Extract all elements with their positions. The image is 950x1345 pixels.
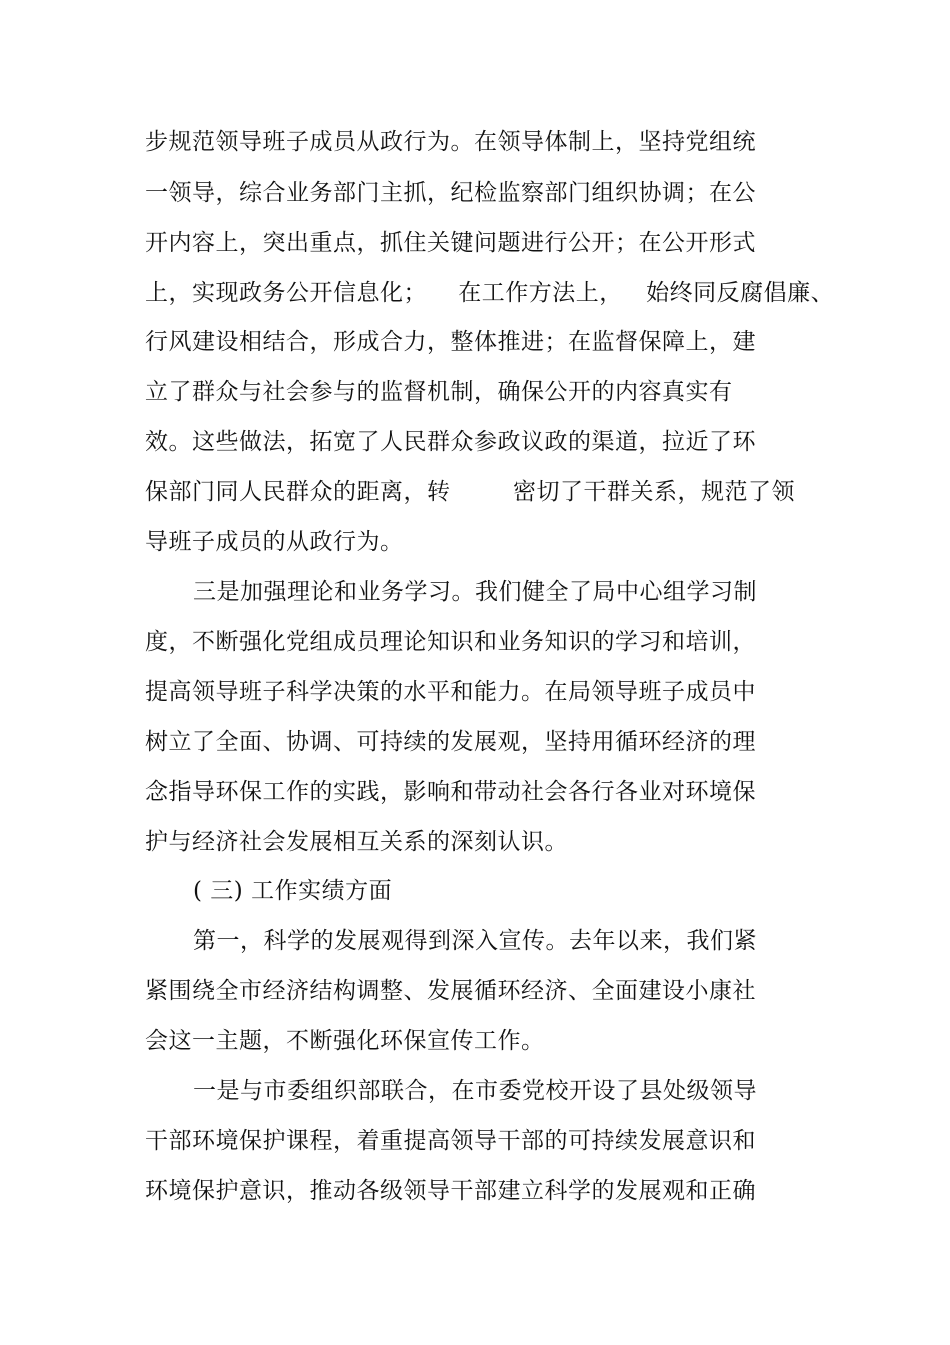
paragraph-line: 会这一主题，不断强化环保宣传工作。 [145,1028,545,1054]
paragraph-line: 行风建设相结合，形成合力，整体推进；在监督保障上，建 [145,329,756,355]
paragraph-line: 一领导，综合业务部门主抓，纪检监察部门组织协调；在公 [145,180,756,206]
paragraph-line: 一是与市委组织部联合，在市委党校开设了县处级领导 [193,1078,757,1104]
section-heading: ( 三) 工作实绩方面 [193,878,393,904]
paragraph-line: 提高领导班子科学决策的水平和能力。在局领导班子成员中 [145,679,756,705]
paragraph-line: 度，不断强化党组成员理论知识和业务知识的学习和培训， [145,629,756,655]
paragraph-line: 护与经济社会发展相互关系的深刻认识。 [145,829,568,855]
paragraph-line: 保部门同人民群众的距离，转 密切了干群关系，规范了领 [145,479,795,505]
paragraph-line: 步规范领导班子成员从政行为。在领导体制上，坚持党组统 [145,129,756,155]
paragraph-line: 环境保护意识，推动各级领导干部建立科学的发展观和正确 [145,1178,756,1204]
paragraph-line: 紧围绕全市经济结构调整、发展循环经济、全面建设小康社 [145,978,756,1004]
paragraph-line: 念指导环保工作的实践，影响和带动社会各行各业对环境保 [145,779,756,805]
paragraph-line: 开内容上，突出重点，抓住关键问题进行公开；在公开形式 [145,230,756,256]
paragraph-line: 树立了全面、协调、可持续的发展观，坚持用循环经济的理 [145,729,756,755]
paragraph-line: 干部环境保护课程，着重提高领导干部的可持续发展意识和 [145,1128,756,1154]
paragraph-line: 效。这些做法，拓宽了人民群众参政议政的渠道，拉近了环 [145,429,756,455]
paragraph-line: 三是加强理论和业务学习。我们健全了局中心组学习制 [193,579,757,605]
paragraph-line: 立了群众与社会参与的监督机制，确保公开的内容真实有 [145,379,733,405]
paragraph-line: 导班子成员的从政行为。 [145,529,404,555]
paragraph-line: 上，实现政务公开信息化； 在工作方法上， 始终同反腐倡廉、 [145,280,835,306]
paragraph-line: 第一，科学的发展观得到深入宣传。去年以来，我们紧 [193,928,757,954]
